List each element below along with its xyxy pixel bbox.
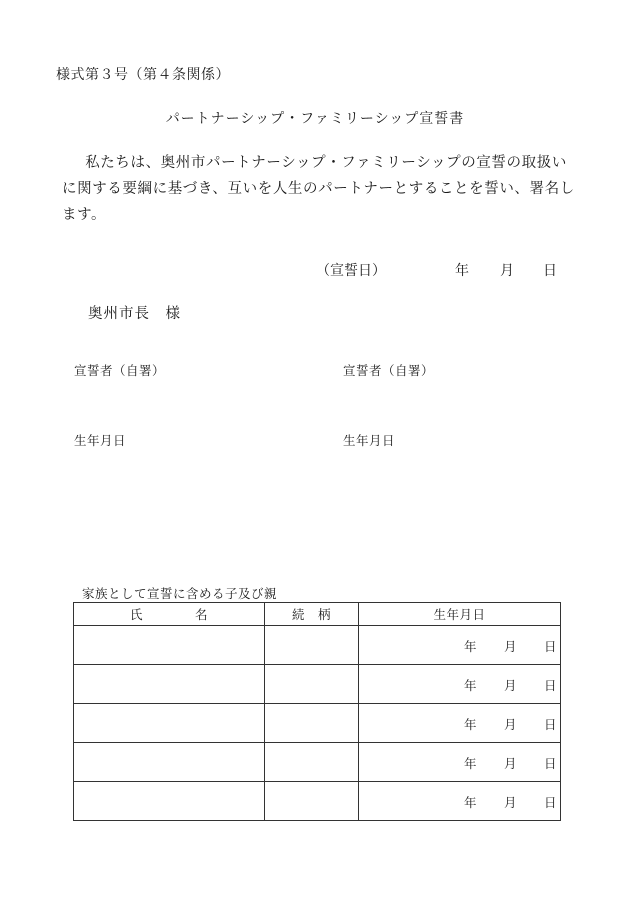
dob-year-unit: 年 — [464, 639, 477, 654]
dob-cell[interactable] — [359, 665, 561, 704]
header-name-2: 名 — [195, 607, 209, 622]
table-row — [74, 626, 561, 665]
name-cell[interactable] — [74, 626, 265, 665]
dob-year-unit: 年 — [464, 678, 477, 693]
signature-label-left: 宣誓者（自署） — [74, 363, 166, 378]
dob-day-unit: 日 — [544, 795, 557, 810]
dob-label-right: 生年月日 — [343, 433, 396, 448]
dob-month-unit: 月 — [504, 717, 517, 732]
header-dob: 生年月日 — [359, 603, 561, 626]
dob-cell[interactable] — [359, 782, 561, 821]
family-table-caption: 家族として宣誓に含める子及び親 — [82, 586, 278, 601]
relation-cell[interactable] — [265, 626, 359, 665]
form-number: 様式第３号（第４条関係） — [56, 67, 230, 83]
dob-month-unit: 月 — [504, 795, 517, 810]
declaration-date-year: 年 — [455, 263, 469, 279]
declaration-body: 私たちは、奥州市パートナーシップ・ファミリーシップの宣誓の取扱いに関する要綱に基づき、互いを人生のパートナーとすることを誓い、署名します。 — [62, 155, 575, 223]
name-cell[interactable] — [74, 782, 265, 821]
declaration-date-label: （宣誓日） — [316, 263, 386, 279]
name-cell[interactable] — [74, 704, 265, 743]
dob-cell[interactable] — [359, 743, 561, 782]
dob-cell[interactable] — [359, 626, 561, 665]
dob-label-left: 生年月日 — [74, 433, 127, 448]
dob-day-unit: 日 — [544, 678, 557, 693]
dob-month-unit: 月 — [504, 639, 517, 654]
relation-cell[interactable] — [265, 743, 359, 782]
table-row — [74, 704, 561, 743]
relation-cell[interactable] — [265, 704, 359, 743]
table-row — [74, 782, 561, 821]
family-table-header — [74, 603, 561, 626]
header-name-1: 氏 — [129, 607, 143, 622]
declaration-date-day: 日 — [543, 263, 557, 279]
family-table — [73, 602, 561, 821]
dob-day-unit: 日 — [544, 639, 557, 654]
dob-year-unit: 年 — [464, 756, 477, 771]
relation-cell[interactable] — [265, 782, 359, 821]
name-cell[interactable] — [74, 743, 265, 782]
dob-year-unit: 年 — [464, 795, 477, 810]
addressee: 奥州市長 様 — [88, 306, 181, 322]
page-title: パートナーシップ・ファミリーシップ宣誓書 — [165, 111, 465, 127]
dob-day-unit: 日 — [544, 717, 557, 732]
table-row — [74, 743, 561, 782]
header-name — [74, 603, 265, 626]
dob-month-unit: 月 — [504, 678, 517, 693]
name-cell[interactable] — [74, 665, 265, 704]
header-relation: 続 柄 — [265, 603, 359, 626]
signature-label-right: 宣誓者（自署） — [343, 363, 435, 378]
declaration-date-month: 月 — [500, 263, 514, 279]
dob-year-unit: 年 — [464, 717, 477, 732]
dob-cell[interactable] — [359, 704, 561, 743]
relation-cell[interactable] — [265, 665, 359, 704]
dob-day-unit: 日 — [544, 756, 557, 771]
dob-month-unit: 月 — [504, 756, 517, 771]
table-row — [74, 665, 561, 704]
